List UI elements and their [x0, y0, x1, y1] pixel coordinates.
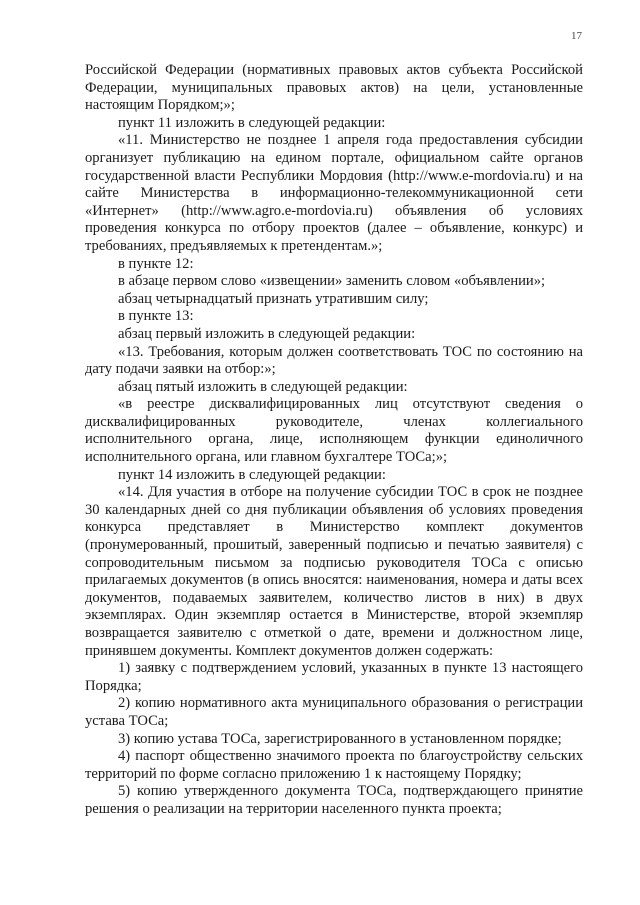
paragraph: «14. Для участия в отборе на получение субсидии ТОС в срок не позднее 30 календарных дней со дня публикации объявления об условиях проведения конкурса представляет в Министерство комплект документов (пронумерованный, прошитый, заверенный подписью и печатью заявителя) с сопроводительным письмом за подписью руководителя ТОСа с описью прилагаемых документов (в опись вносятся: наименования, номера и даты всех документов, подаваемых заявителем, количество листов в них) в двух экземплярах. Один экземпляр остается в Министерстве, второй экземпляр возвращается заявителю с отметкой о дате, времени и должностном лице, принявшем документы. Комплект документов должен содержать: [85, 484, 583, 659]
list-item: 2) копию нормативного акта муниципального образования о регистрации устава ТОСа; [85, 695, 583, 729]
paragraph: «13. Требования, которым должен соответствовать ТОС по состоянию на дату подачи заявки на отбор:»; [85, 343, 583, 378]
document-body [85, 62, 583, 819]
list-item: 1) заявку с подтверждением условий, указанных в пункте 13 настоящего Порядка; [85, 660, 583, 694]
paragraph: Российской Федерации (нормативных правовых актов субъекта Российской Федерации, муниципальных правовых актов) на цели, установленные настоящим Порядком;»; [85, 62, 583, 114]
paragraph: в пункте 13: [118, 308, 194, 325]
paragraph: в пункте 12: [118, 255, 194, 272]
list-item: 3) копию устава ТОСа, зарегистрированного в установленном порядке; [118, 730, 562, 747]
paragraph: пункт 11 изложить в следующей редакции: [118, 114, 386, 131]
paragraph: «в реестре дисквалифицированных лиц отсутствуют сведения о дисквалифицированных руководителе, членах коллегиального исполнительного органа, лице, исполняющем функции единоличного исполнительного органа, или главном бухгалтере ТОСа;»; [85, 396, 583, 466]
paragraph: в абзаце первом слово «извещении» заменить словом «объявлении»; [118, 273, 546, 290]
paragraph: пункт 14 изложить в следующей редакции: [118, 466, 386, 483]
paragraph: абзац первый изложить в следующей редакции: [118, 325, 416, 342]
list-item: 4) паспорт общественно значимого проекта по благоустройству сельских территорий по форме согласно приложению 1 к настоящему Порядку; [85, 748, 583, 782]
paragraph: абзац пятый изложить в следующей редакции: [118, 378, 408, 395]
list-item: 5) копию утвержденного документа ТОСа, подтверждающего принятие решения о реализации на территории населенного пункта проекта; [85, 783, 583, 817]
paragraph: «11. Министерство не позднее 1 апреля года предоставления субсидии организует публикацию на едином портале, официальном сайте органов государственной власти Республики Мордовия (http://www.e-mordovia.ru) и на сайте Министерства в информационно-телекоммуникационной сети «Интернет» (http://www.agro.e-mordovia.ru) объявления об условиях проведения конкурса по отбору проектов (далее – объявление, конкурс) и требованиях, предъявляемых к претендентам.»; [85, 132, 583, 254]
page-number: 17 [571, 30, 582, 42]
paragraph: абзац четырнадцатый признать утратившим силу; [118, 290, 429, 307]
